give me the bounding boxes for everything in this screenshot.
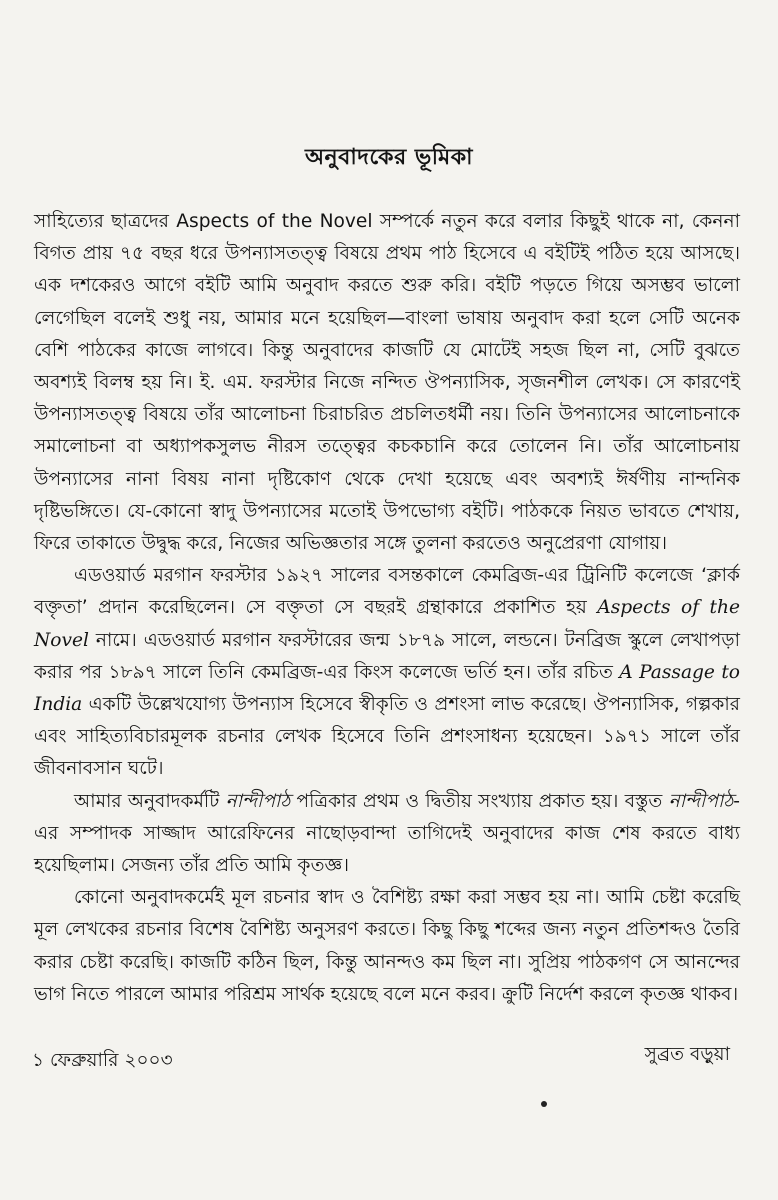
- italic-title-text: নান্দীপাঠ: [668, 790, 734, 812]
- paragraph-4: [34, 882, 740, 1011]
- paragraph-text: একটি উল্লেখযোগ্য উপন্যাস হিসেবে স্বীকৃতি ও প্রশংসা লাভ করেছে। ঔপন্যাসিক, গল্পকার এবং সাহিত্যবিচারমূলক রচনার লেখক হিসেবে তিনি প্রশংসাধন্য হয়েছেন। ১৯৭১ সালে তাঁর জীবনাবসান ঘটে।: [34, 694, 740, 780]
- paragraph-text: নামে। এডওয়ার্ড মরগান ফরস্টারের জন্ম ১৮৭৯ সালে, লন্ডনে। টনব্রিজ স্কুলে লেখাপড়া করার পর ১৮৯৭ সালে তিনি কেমব্রিজ-এর কিংস কলেজে ভর্তি হন। তাঁর রচিত: [34, 629, 740, 683]
- paragraph-1: [34, 206, 740, 560]
- page-title: অনুবাদকের ভূমিকা: [304, 145, 474, 170]
- italic-title-text: নান্দীপাঠ: [225, 790, 291, 812]
- preface-date: ১ ফেব্রুয়ারি ২০০৩: [32, 1050, 173, 1071]
- translator-signature: সুব্রত বড়ুয়া: [644, 1044, 730, 1065]
- paragraph-text: আমার অনুবাদকর্মটি: [74, 790, 226, 812]
- preface-body: [34, 206, 740, 1011]
- paragraph-text: সাহিত্যের ছাত্রদের Aspects of the Novel সম্পর্কে নতুন করে বলার কিছুই থাকে না, কেননা বিগত প্রায় ৭৫ বছর ধরে উপন্যাসতত্ত্ব বিষয়ে প্রথম পাঠ হিসেবে এ বইটিই পঠিত হয়ে আসছে। এক দশকেরও আগে বইটি আমি অনুবাদ করতে শুরু করি। বইটি পড়তে গিয়ে অসম্ভব ভালো লেগেছিল বলেই শুধু নয়, আমার মনে হয়েছিল—বাংলা ভাষায় অনুবাদ করা হলে সেটি অনেক বেশি পাঠকের কাজে লাগবে। কিন্তু অনুবাদের কাজটি যে মোটেই সহজ ছিল না, সেটি বুঝতে অবশ্যই বিলম্ব হয় নি। ই. এম. ফরস্টার নিজে নন্দিত ঔপন্যাসিক, সৃজনশীল লেখক। সে কারণেই উপন্যাসতত্ত্ব বিষয়ে তাঁর আলোচনা চিরাচরিত প্রচলিতধর্মী নয়। তিনি উপন্যাসের আলোচনাকে সমালোচনা বা অধ্যাপকসুলভ নীরস তত্ত্বের কচকচানি করে তোলেন নি। তাঁর আলোচনায় উপন্যাসের নানা বিষয় নানা দৃষ্টিকোণ থেকে দেখা হয়েছে এবং অবশ্যই ঈর্ষণীয় নান্দনিক দৃষ্টিভঙ্গিতে। যে-কোনো স্বাদু উপন্যাসের মতোই উপভোগ্য বইটি। পাঠককে নিয়ত ভাবতে শেখায়, ফিরে তাকাতে উদ্বুদ্ধ করে, নিজের অভিজ্ঞতার সঙ্গে তুলনা করতেও অনুপ্রেরণা যোগায়।: [34, 211, 740, 555]
- paragraph-text: -এর সম্পাদক সাজ্জাদ আরেফিনের নাছোড়বান্দা তাগিদেই অনুবাদের কাজ শেষ করতে বাধ্য হয়েছিলাম। সেজন্য তাঁর প্রতি আমি কৃতজ্ঞ।: [34, 790, 740, 877]
- italic-title-text: Aspects of the Novel: [34, 597, 740, 651]
- paragraph-text: পত্রিকার প্রথম ও দ্বিতীয় সংখ্যায় প্রকাত হয়। বস্তুত: [290, 790, 669, 812]
- paragraph-text: কোনো অনুবাদকর্মেই মূল রচনার স্বাদ ও বৈশিষ্ট্য রক্ষা করা সম্ভব হয় না। আমি চেষ্টা করেছি মূল লেখকের রচনার বিশেষ বৈশিষ্ট্য অনুসরণ করতে। কিছু কিছু শব্দের জন্য নতুন প্রতিশব্দও তৈরি করার চেষ্টা করেছি। কাজটি কঠিন ছিল, কিন্তু আনন্দও কম ছিল না। সুপ্রিয় পাঠকগণ সে আনন্দের ভাগ নিতে পারলে আমার পরিশ্রম সার্থক হয়েছে বলে মনে করব। ক্রুটি নির্দেশ করলে কৃতজ্ঞ থাকব।: [34, 887, 740, 1005]
- paragraph-3: [34, 786, 740, 883]
- paragraph-2: [34, 560, 740, 785]
- page-mark-dot: [541, 1101, 547, 1107]
- paragraph-text: এডওয়ার্ড মরগান ফরস্টার ১৯২৭ সালের বসন্তকালে কেমব্রিজ-এর ট্রিনিটি কলেজে ‘ক্লার্ক বক্তৃতা’ প্রদান করেছিলেন। সে বক্তৃতা সে বছরই গ্রন্থাকারে প্রকাশিত হয়: [34, 565, 740, 619]
- italic-title-text: A Passage to India: [34, 661, 740, 716]
